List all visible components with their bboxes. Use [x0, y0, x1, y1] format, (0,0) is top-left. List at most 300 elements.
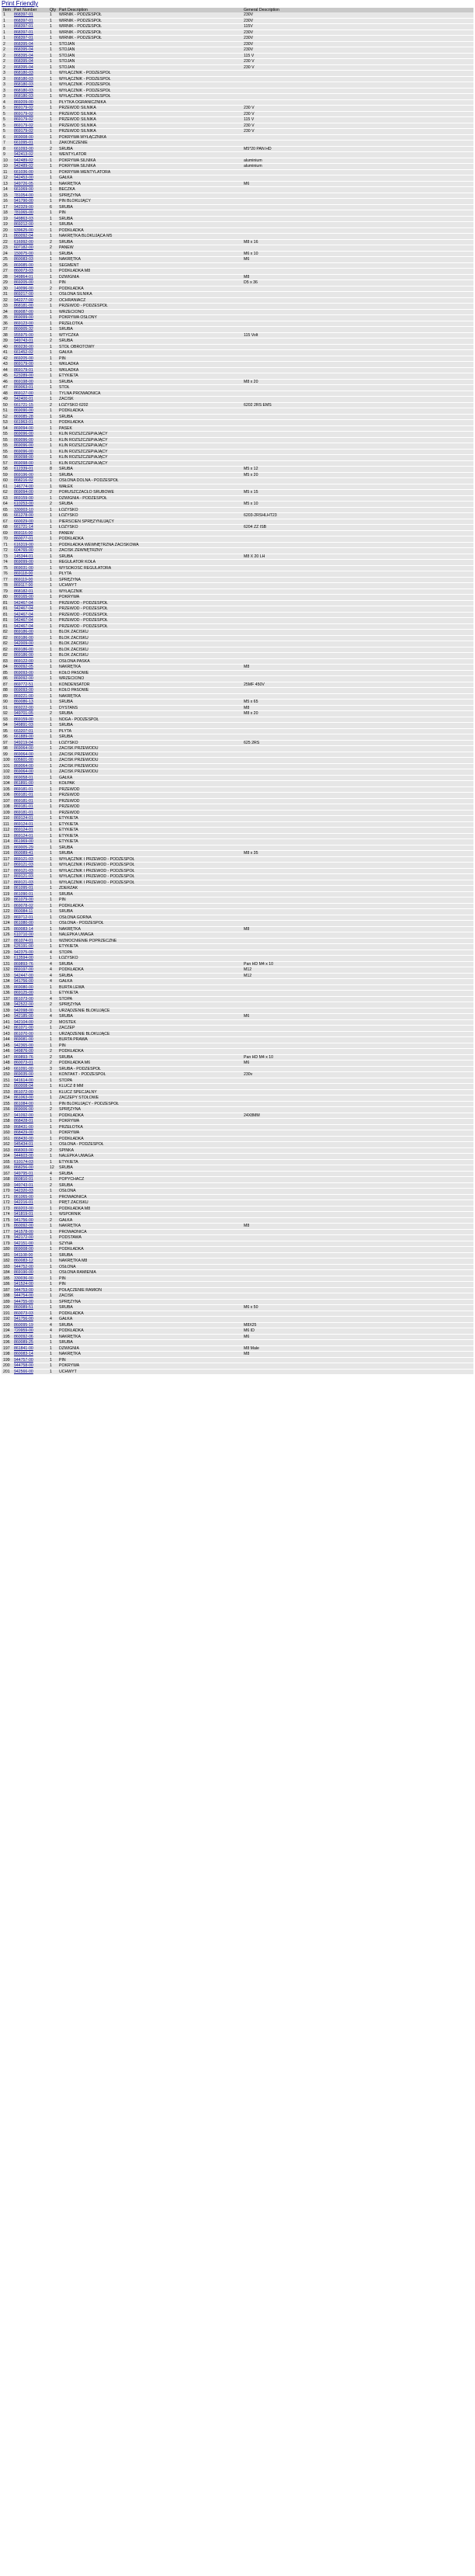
part-number-link[interactable]: 869123-00	[14, 321, 33, 326]
part-number-link[interactable]: 944758-00	[14, 1363, 33, 1369]
part-number-link[interactable]: 860810-01	[14, 1177, 33, 1182]
part-number-link[interactable]: 869186-00	[14, 635, 33, 641]
part-number-link[interactable]: 868395-04	[14, 59, 33, 64]
part-number-link[interactable]: 942447-00	[14, 973, 33, 978]
part-number-link[interactable]: 145344-01	[14, 554, 33, 559]
part-number-link[interactable]: 869205-00	[14, 356, 33, 361]
quantity: 1	[48, 1229, 57, 1235]
part-number-link[interactable]: 861074-01	[14, 938, 33, 943]
part-number-link[interactable]: 140096-00	[14, 286, 33, 291]
part-number-link[interactable]: 942277-00	[14, 297, 33, 303]
part-number-link[interactable]: 868397-01	[14, 12, 33, 18]
part-number-link[interactable]: 860073-03	[14, 1311, 33, 1316]
part-number-link[interactable]: 949864-01	[14, 274, 33, 279]
part-number-cell	[12, 583, 48, 589]
part-number-link[interactable]: 869096-00	[14, 432, 33, 437]
part-number-cell	[12, 1264, 48, 1270]
part-number-link[interactable]: 942172-00	[14, 1235, 33, 1241]
part-number-link[interactable]: 869080-00	[14, 984, 33, 990]
part-number-link[interactable]: 861072-00	[14, 1089, 33, 1095]
part-number-link[interactable]: 869221-00	[14, 693, 33, 699]
part-number-link[interactable]: 869121-03	[14, 863, 33, 868]
part-number-link[interactable]: 860083-03	[14, 257, 33, 262]
part-number-link[interactable]: 869893-76	[14, 961, 33, 967]
part-number-link[interactable]: 861891-00	[14, 781, 33, 786]
part-description: PODKŁADKA	[57, 227, 242, 234]
part-number-link[interactable]: 869124-01	[14, 821, 33, 827]
part-number-link[interactable]: 607182-00	[14, 245, 33, 251]
part-number-link[interactable]: 941790-00	[14, 199, 33, 204]
part-number-link[interactable]: 868395-04	[14, 64, 33, 70]
part-number-link[interactable]: 869098-00	[14, 455, 33, 460]
part-number-link[interactable]: 942185-00	[14, 1014, 33, 1019]
part-description: STÓŁ	[57, 385, 242, 391]
part-number-link[interactable]: 861071-00	[14, 1026, 33, 1031]
part-number-link[interactable]: 860077-01	[14, 536, 33, 542]
part-number-link[interactable]: 869179-02	[14, 111, 33, 116]
part-number-link[interactable]: 616319-00	[14, 542, 33, 547]
part-number-link[interactable]: 868180-03	[14, 88, 33, 93]
part-number-link[interactable]: 944754-00	[14, 1293, 33, 1299]
part-number-link[interactable]: 869197-00	[14, 967, 33, 973]
part-number-link[interactable]: 942453-00	[14, 175, 33, 181]
part-number-link[interactable]: 868180-03	[14, 71, 33, 76]
part-number-link[interactable]: 869203-00	[14, 1206, 33, 1211]
part-number-link[interactable]: 869712-01	[14, 915, 33, 920]
part-number-link[interactable]: 869209-00	[14, 99, 33, 105]
part-number-cell	[12, 1147, 48, 1154]
part-number-link[interactable]: 869005-29	[14, 845, 33, 850]
part-number-link[interactable]: 942104-00	[14, 1019, 33, 1025]
part-number-link[interactable]: 869181-01	[14, 793, 33, 798]
part-number-link[interactable]: 942467-04	[14, 600, 33, 606]
part-number-link[interactable]: 860008-04	[14, 1084, 33, 1089]
part-number-link[interactable]: 661069-00	[14, 187, 33, 193]
part-number-link[interactable]: 781054-00	[14, 193, 33, 198]
part-number-link[interactable]: 942098-00	[14, 1008, 33, 1013]
part-number-link[interactable]: 663207-01	[14, 728, 33, 734]
part-number-cell	[12, 181, 48, 187]
part-number-link[interactable]: 661963-01	[14, 420, 33, 425]
part-number-link[interactable]: 869159-00	[14, 717, 33, 722]
part-number-cell	[12, 676, 48, 682]
part-number-link[interactable]: 869098-00	[14, 460, 33, 466]
part-number-link[interactable]: 868180-03	[14, 82, 33, 88]
part-description: ŁOŻYSKO	[57, 956, 242, 962]
part-number-link[interactable]: 869181-01	[14, 810, 33, 815]
part-number-link[interactable]: 869081-00	[14, 1037, 33, 1043]
part-description: ETYKIETA	[57, 1159, 242, 1165]
part-number-link[interactable]: 861084-00	[14, 1101, 33, 1106]
part-number-link[interactable]: 869064-00	[14, 752, 33, 757]
part-number-link[interactable]: 869099-00	[14, 560, 33, 565]
part-number-link[interactable]: 869165-00	[14, 595, 33, 600]
part-number-link[interactable]: 869121-03	[14, 874, 33, 880]
part-number-link[interactable]: 869124-01	[14, 833, 33, 838]
part-number-link[interactable]: 860083-12	[14, 1258, 33, 1264]
part-number-link[interactable]: 869190-00	[14, 1270, 33, 1276]
part-number-link[interactable]: 869159-00	[14, 495, 33, 501]
table-row	[2, 804, 473, 811]
part-number-link[interactable]: 860089-25	[14, 1340, 33, 1345]
part-number-link[interactable]: 942216-01	[14, 1200, 33, 1206]
part-number-link[interactable]: 941524-00	[14, 1282, 33, 1287]
part-number-link[interactable]: 869085-00	[14, 262, 33, 268]
part-number-link[interactable]: 869181-01	[14, 786, 33, 792]
part-number-link[interactable]: 949795-01	[14, 1171, 33, 1176]
quantity: 1	[48, 548, 57, 554]
part-number-link[interactable]: 860092-05	[14, 665, 33, 670]
part-number-link[interactable]: 869179-02	[14, 106, 33, 111]
table-row	[2, 338, 473, 345]
part-number-link[interactable]: 942329-00	[14, 204, 33, 210]
part-number-cell	[12, 1142, 48, 1148]
part-number-link[interactable]: 330036-00	[14, 1276, 33, 1281]
part-number-link[interactable]: 942009-00	[14, 641, 33, 647]
part-number-link[interactable]: 861073-00	[14, 996, 33, 1002]
part-description: WIRNIK - PODZESPÓŁ	[57, 30, 242, 36]
quantity: 1	[48, 705, 57, 711]
part-number-link[interactable]: 944755-00	[14, 1299, 33, 1304]
part-number-link[interactable]: 860086-13	[14, 700, 33, 705]
part-number-link[interactable]: 869116-00	[14, 530, 33, 536]
part-number-link[interactable]: 860005-32	[14, 327, 33, 332]
part-number-link[interactable]: 949743-01	[14, 1182, 33, 1188]
table-row	[2, 833, 473, 839]
part-number-link[interactable]: 869179-00	[14, 362, 33, 367]
part-number-link[interactable]: 869096-00	[14, 449, 33, 454]
part-number-link[interactable]: 869125-00	[14, 991, 33, 996]
part-number-link[interactable]: 661036-00	[14, 169, 33, 175]
part-number-link[interactable]: 861079-00	[14, 897, 33, 903]
part-number-link[interactable]: 869893-76	[14, 1054, 33, 1060]
item-number: 150	[2, 1072, 12, 1078]
part-number-link[interactable]: 869230-00	[14, 344, 33, 349]
part-number-link[interactable]: 868216-02	[14, 478, 33, 484]
part-number-link[interactable]: 661721-15	[14, 402, 33, 408]
part-number-link[interactable]: 861080-00	[14, 921, 33, 926]
part-number-link[interactable]: 869093-00	[14, 688, 33, 693]
part-number-link[interactable]: 869179-02	[14, 117, 33, 123]
part-number-link[interactable]: 869058-01	[14, 775, 33, 780]
part-number-link[interactable]: 942320-03	[14, 1189, 33, 1194]
part-number-link[interactable]: 868430-00	[14, 1136, 33, 1141]
print-friendly-link[interactable]: Print Friendly	[2, 0, 39, 7]
part-number-link[interactable]: 860092-06	[14, 1334, 33, 1339]
part-number-link[interactable]: 955975-00	[14, 332, 33, 338]
part-number-link[interactable]: 949743-01	[14, 338, 33, 344]
part-number-link[interactable]: 868181-00	[14, 304, 33, 309]
part-number-link[interactable]: 604765-00	[14, 548, 33, 554]
part-number-link[interactable]: 941108-00	[14, 1252, 33, 1258]
part-number-link[interactable]: 868431-00	[14, 1124, 33, 1130]
part-number-link[interactable]: 869121-03	[14, 868, 33, 873]
part-number-link[interactable]: 869096-00	[14, 443, 33, 449]
part-number-link[interactable]: 869008-00	[14, 1247, 33, 1252]
part-number-link[interactable]: 869124-01	[14, 828, 33, 833]
part-number-link[interactable]: 942413-02	[14, 152, 33, 158]
part-number-link[interactable]: 869090-00	[14, 408, 33, 414]
part-number-link[interactable]: 868180-03	[14, 76, 33, 82]
part-number-link[interactable]: 861070-00	[14, 1031, 33, 1036]
quantity: 1	[48, 577, 57, 583]
part-number-link[interactable]: 949863-03	[14, 216, 33, 221]
part-number-link[interactable]: 868428-01	[14, 1119, 33, 1124]
part-number-link[interactable]: 869127-00	[14, 391, 33, 396]
part-number-link[interactable]: 861065-00	[14, 1194, 33, 1199]
part-number-link[interactable]: 146774-00	[14, 484, 33, 489]
part-number-link[interactable]: 861969-00	[14, 839, 33, 845]
part-number-link[interactable]: 781065-00	[14, 210, 33, 216]
part-number-link[interactable]: 942365-00	[14, 1043, 33, 1048]
part-description: URZĄDZENIE BLOKUJĄCE	[57, 1008, 242, 1014]
part-number-link[interactable]: 949219-04	[14, 740, 33, 745]
part-number-link[interactable]: 869063-01	[14, 385, 33, 391]
part-number-link[interactable]: 869099-00	[14, 315, 33, 321]
part-number-link[interactable]: 942375-00	[14, 950, 33, 955]
part-number-link[interactable]: 150075-00	[14, 251, 33, 256]
part-number-cell	[12, 700, 48, 706]
part-number-link[interactable]: 869124-01	[14, 816, 33, 821]
part-number-link[interactable]: 869121-03	[14, 856, 33, 862]
table-row	[2, 571, 473, 578]
part-number-link[interactable]: 942467-04	[14, 612, 33, 617]
part-number-link[interactable]: 612339-01	[14, 467, 33, 472]
part-number-link[interactable]: 860092-00	[14, 1224, 33, 1229]
part-number-link[interactable]: 942400-01	[14, 397, 33, 402]
part-number-link[interactable]: 861841-00	[14, 1345, 33, 1351]
part-number-link[interactable]: 868395-04	[14, 53, 33, 58]
part-description: PRZEŁOTKA	[57, 321, 242, 327]
part-number-link[interactable]: 869122-00	[14, 658, 33, 664]
part-number-link[interactable]: 869085-28	[14, 414, 33, 419]
part-number-link[interactable]: 720959-00	[14, 1328, 33, 1334]
part-number-cell	[12, 804, 48, 811]
part-number-link[interactable]: 860073-01	[14, 1061, 33, 1066]
part-number-cell	[12, 297, 48, 304]
part-number-link[interactable]: 868397-01	[14, 36, 33, 41]
part-number-link[interactable]: 945434-01	[14, 1142, 33, 1147]
part-number-link[interactable]: 860089-51	[14, 1305, 33, 1311]
table-row	[2, 71, 473, 77]
general-description	[242, 991, 473, 997]
general-description	[242, 204, 473, 210]
part-description: ŚRUBA	[57, 909, 242, 915]
part-number-link[interactable]: 860084-11	[14, 909, 33, 915]
part-number-link[interactable]: 942489-02	[14, 158, 33, 163]
part-number-cell	[12, 1200, 48, 1206]
part-number-link[interactable]: 949726-05	[14, 181, 33, 186]
part-number-link[interactable]: 942522-00	[14, 1002, 33, 1008]
part-number-link[interactable]: 869222-00	[14, 705, 33, 710]
table-row	[2, 367, 473, 373]
part-number-link[interactable]: 869006-00	[14, 1107, 33, 1113]
general-description: 230 V	[242, 111, 473, 117]
table-row	[2, 670, 473, 676]
item-number: 58	[2, 467, 12, 473]
part-number-link[interactable]: 613594-00	[14, 956, 33, 961]
part-number-link[interactable]: 944757-00	[14, 1357, 33, 1363]
part-number-link[interactable]: 869179-02	[14, 123, 33, 128]
part-number-link[interactable]: 941819-01	[14, 1212, 33, 1217]
part-number-link[interactable]: 860089-41	[14, 851, 33, 856]
table-row	[2, 420, 473, 426]
part-number-link[interactable]: 869181-01	[14, 804, 33, 810]
part-number-link[interactable]: 869096-00	[14, 437, 33, 443]
part-number-link[interactable]: 942566-00	[14, 1369, 33, 1374]
part-number-link[interactable]: 610253-00	[14, 502, 33, 507]
part-number-link[interactable]: 861063-00	[14, 1095, 33, 1101]
part-number-link[interactable]: 869181-01	[14, 798, 33, 804]
part-number-link[interactable]: 868397-01	[14, 30, 33, 35]
part-number-link[interactable]: 869094-00	[14, 490, 33, 495]
part-number-link[interactable]: 616992-00	[14, 239, 33, 245]
part-number-link[interactable]: 944752-00	[14, 1264, 33, 1269]
part-number-link[interactable]: 942467-04	[14, 618, 33, 623]
part-number-link[interactable]: 661452-02	[14, 350, 33, 356]
part-number-link[interactable]: 661093-00	[14, 146, 33, 151]
part-number-link[interactable]: 869212-00	[14, 222, 33, 227]
quantity: 1	[48, 1369, 57, 1375]
part-number-link[interactable]: 868180-03	[14, 94, 33, 99]
part-number-link[interactable]: 869064-00	[14, 763, 33, 769]
part-number-link[interactable]: 949701-05	[14, 711, 33, 717]
part-number-cell	[12, 856, 48, 863]
part-number-link[interactable]: 944603-00	[14, 1154, 33, 1159]
item-number: 165	[2, 1159, 12, 1165]
item-number: 120	[2, 897, 12, 904]
part-number-link[interactable]: 941092-00	[14, 1113, 33, 1118]
part-number-link[interactable]: 869205-00	[14, 280, 33, 286]
part-number-link[interactable]: 869186-00	[14, 630, 33, 635]
part-number-link[interactable]: 941614-00	[14, 1078, 33, 1083]
quantity: 1	[48, 41, 57, 47]
part-number-link[interactable]: 869119-00	[14, 577, 33, 582]
part-number-link[interactable]: 869772-51	[14, 682, 33, 687]
part-number-link[interactable]: 869186-00	[14, 647, 33, 652]
part-number-link[interactable]: 869087-00	[14, 309, 33, 314]
part-number-link[interactable]: 941756-00	[14, 1317, 33, 1322]
part-number-link[interactable]: 661889-00	[14, 734, 33, 740]
part-number-link[interactable]: 868429-00	[14, 1130, 33, 1136]
part-number-link[interactable]: 869186-00	[14, 653, 33, 658]
part-number-link[interactable]: 626191-00	[14, 944, 33, 950]
part-number-link[interactable]: 868397-01	[14, 18, 33, 23]
part-number-link[interactable]: 860095-19	[14, 1322, 33, 1328]
part-number-link[interactable]: 861090-01	[14, 891, 33, 897]
part-number-link[interactable]: 941756-00	[14, 979, 33, 984]
part-number-link[interactable]: 610174-03	[14, 1159, 33, 1165]
general-description	[242, 1200, 473, 1206]
part-number-link[interactable]: 869035-00	[14, 1072, 33, 1078]
part-number-link[interactable]: 869008-00	[14, 134, 33, 140]
table-row	[2, 88, 473, 94]
part-number-link[interactable]: 860092-04	[14, 234, 33, 239]
part-number-cell	[12, 921, 48, 927]
quantity: 1	[48, 117, 57, 123]
part-description: ŚRUBA	[57, 851, 242, 857]
part-number-link[interactable]: 869093-00	[14, 670, 33, 675]
part-number-link[interactable]: 860083-14	[14, 926, 33, 932]
general-description: M8	[242, 926, 473, 932]
part-number-link[interactable]: 869064-00	[14, 769, 33, 775]
part-number-link[interactable]: 869198-00	[14, 379, 33, 384]
part-number-link[interactable]: 861095-01	[14, 886, 33, 891]
table-row	[2, 781, 473, 787]
part-number-cell	[12, 1165, 48, 1172]
part-number-link[interactable]: 941578-00	[14, 1229, 33, 1234]
item-number: 106	[2, 793, 12, 799]
table-row	[2, 1299, 473, 1305]
item-number: 145	[2, 1043, 12, 1049]
part-number-link[interactable]: 661721-14	[14, 525, 33, 530]
part-number-link[interactable]: 942151-00	[14, 1241, 33, 1246]
part-number-link[interactable]: 942467-04	[14, 606, 33, 612]
part-number-link[interactable]: 942489-02	[14, 164, 33, 169]
part-number-cell	[12, 961, 48, 967]
part-number-link[interactable]: 942467-04	[14, 623, 33, 629]
part-description: PRZEWÓD - PODZESPÓŁ	[57, 623, 242, 630]
part-number-link[interactable]: 610710-00	[14, 932, 33, 938]
part-number-link[interactable]: 868256-00	[14, 1165, 33, 1171]
part-number-link[interactable]: 869031-00	[14, 565, 33, 571]
general-description	[242, 193, 473, 199]
table-row	[2, 152, 473, 158]
general-description	[242, 728, 473, 734]
part-number-link[interactable]: 869092-00	[14, 676, 33, 682]
part-number-link[interactable]: 868303-00	[14, 1147, 33, 1153]
part-number-link[interactable]: 949891-03	[14, 723, 33, 728]
part-number-cell	[12, 1136, 48, 1142]
part-number-link[interactable]: 660029-00	[14, 519, 33, 524]
table-row	[2, 525, 473, 531]
part-number-link[interactable]: 869121-03	[14, 880, 33, 885]
general-description	[242, 82, 473, 89]
part-number-link[interactable]: 330003-10	[14, 507, 33, 512]
part-number-link[interactable]: 661278-00	[14, 513, 33, 519]
part-number-cell	[12, 1235, 48, 1241]
part-number-link[interactable]: 869196-00	[14, 472, 33, 477]
quantity: 1	[48, 1357, 57, 1363]
part-number-link[interactable]: 869217-00	[14, 292, 33, 297]
part-number-link[interactable]: 869078-02	[14, 903, 33, 908]
part-number-link[interactable]: 869118-00	[14, 571, 33, 577]
part-number-link[interactable]: 605601-00	[14, 758, 33, 763]
part-number-link[interactable]: 868182-01	[14, 588, 33, 594]
part-number-link[interactable]: 623289-00	[14, 373, 33, 379]
part-number-link[interactable]: 661095-01	[14, 141, 33, 146]
part-number-link[interactable]: 939625-00	[14, 227, 33, 233]
general-description	[242, 227, 473, 234]
part-number-link[interactable]: 869179-01	[14, 367, 33, 373]
part-number-link[interactable]: 949876-00	[14, 1049, 33, 1054]
part-number-link[interactable]: 869179-02	[14, 129, 33, 134]
general-description	[242, 94, 473, 100]
part-number-link[interactable]: 944753-00	[14, 1287, 33, 1293]
part-number-link[interactable]: 869064-00	[14, 746, 33, 752]
part-number-link[interactable]: 868395-04	[14, 41, 33, 47]
quantity: 1	[48, 379, 57, 385]
part-number-link[interactable]: 661091-00	[14, 1066, 33, 1071]
part-number-link[interactable]: 869117-00	[14, 583, 33, 588]
part-number-link[interactable]: 860073-03	[14, 269, 33, 274]
part-number-link[interactable]: 941756-00	[14, 1217, 33, 1223]
part-number-link[interactable]: 868397-01	[14, 24, 33, 30]
part-number-link[interactable]: 869094-00	[14, 425, 33, 431]
general-description	[242, 1154, 473, 1160]
part-number-link[interactable]: 860083-14	[14, 1352, 33, 1357]
part-number-link[interactable]: 868395-04	[14, 47, 33, 53]
